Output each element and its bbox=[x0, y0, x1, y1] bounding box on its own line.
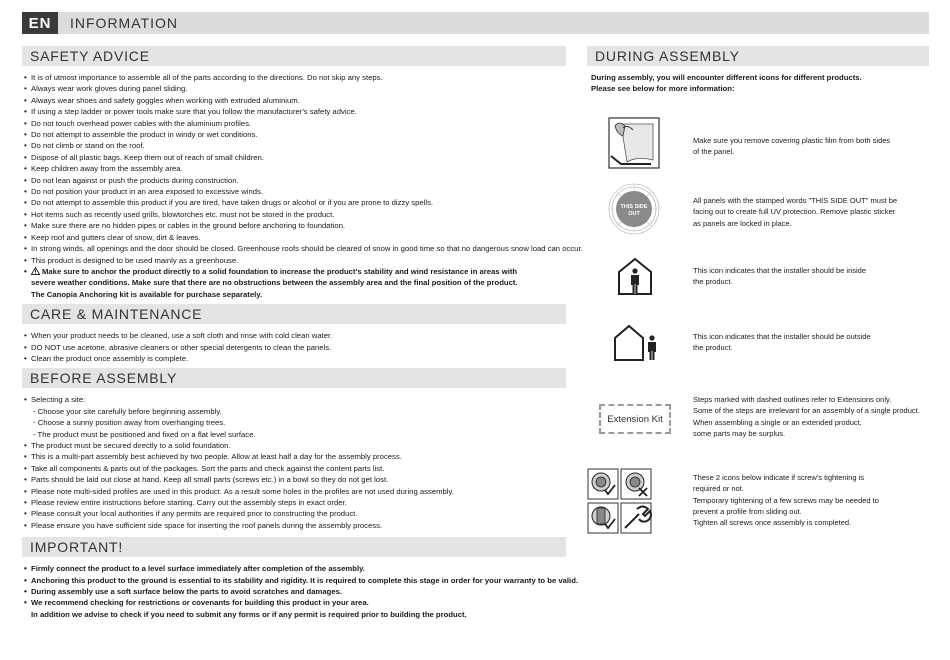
list-item: • Parts should be laid out close at hand. Keep all small parts (screws etc.) in a bowl so they do not get lost. bbox=[24, 474, 566, 485]
description-line: This icon indicates that the installer should be outside bbox=[693, 332, 871, 341]
icon-description bbox=[693, 265, 929, 288]
description-line: When assembling a single or an extended product, bbox=[693, 417, 862, 427]
screw-tightening-icons bbox=[587, 468, 653, 534]
icon-description bbox=[693, 331, 929, 354]
list-item: • Please consult your local authorities if any permits are required prior to constructing the product. bbox=[24, 508, 566, 519]
sticker-text-line-1: THIS SIDE bbox=[620, 204, 648, 210]
description-line: required or not. bbox=[693, 484, 744, 494]
description-line: Make sure you remove covering plastic film from both sides bbox=[693, 136, 891, 145]
right-column bbox=[587, 46, 929, 646]
list-item: • Please ensure you have sufficient side space for inserting the roof panels during the assembly process. bbox=[24, 520, 566, 531]
list-item: • We recommend checking for restrictions or covenants for building this product in your area. bbox=[24, 597, 566, 608]
description-line: Some of the steps are irrelevant for an assembly of a single product. bbox=[693, 406, 920, 416]
header-bar bbox=[22, 12, 929, 34]
before-list bbox=[22, 394, 566, 531]
sub-item: - The product must be positioned and fixed on a flat level surface. bbox=[33, 429, 256, 439]
page-title: INFORMATION bbox=[70, 15, 178, 31]
list-item: • Clean the product once assembly is complete. bbox=[24, 353, 566, 364]
description-line: Steps marked with dashed outlines refer to Extensions only. bbox=[693, 395, 892, 404]
list-item: • Always wear work gloves during panel sliding. bbox=[24, 83, 566, 94]
care-list bbox=[22, 330, 566, 364]
description-line: These 2 icons below indicate if screw's tightening is bbox=[693, 473, 865, 482]
installer-inside-icon bbox=[615, 256, 655, 296]
description-line: facing out to create full UV protection. Remove plastic sticker bbox=[693, 207, 896, 217]
section-heading-before: BEFORE ASSEMBLY bbox=[22, 368, 566, 388]
list-item: • Selecting a site: bbox=[24, 394, 566, 405]
list-item: • Take all components & parts out of the packages. Sort the parts and check against the content parts list. bbox=[24, 463, 566, 474]
list-item: • Do not lean against or push the products during construction. bbox=[24, 175, 566, 186]
list-item: • Please note multi-sided profiles are used in this product. As a result some holes in the profiles are not used during assembly. bbox=[24, 486, 566, 497]
wrench-icon bbox=[621, 503, 651, 533]
description-line: the product. bbox=[693, 277, 733, 287]
warning-line-1: Make sure to anchor the product directly to a solid foundation to increase the product's stability and wind resistance in areas with bbox=[42, 266, 518, 276]
list-item: • Firmly connect the product to a level surface immediately after completion of the assembly. bbox=[24, 563, 566, 574]
description-line: This icon indicates that the installer should be inside bbox=[693, 266, 867, 275]
list-item: • This is a multi-part assembly best achieved by two people. Allow at least half a day for the assembly process. bbox=[24, 451, 566, 462]
this-side-out-sticker-icon bbox=[607, 182, 661, 236]
icon-description bbox=[693, 472, 929, 528]
list-item: • Please review entire instructions before starting. Carry out the assembly steps in exact order. bbox=[24, 497, 566, 508]
during-intro bbox=[591, 72, 929, 94]
sub-item: - Choose a sunny position away from overhanging trees. bbox=[33, 418, 226, 428]
list-item: • During assembly use a soft surface below the parts to avoid scratches and damages. bbox=[24, 586, 566, 597]
list-item: • If using a step ladder or power tools make sure that you follow the manufacturer's safety advice. bbox=[24, 106, 566, 117]
list-item: • Make sure there are no hidden pipes or cables in the ground before anchoring to foundation. bbox=[24, 220, 566, 231]
description-line: prevent a profile from sliding out. bbox=[693, 506, 802, 516]
warning-line-3: The Canopia Anchoring kit is available for purchase separately. bbox=[31, 289, 263, 299]
icon-description bbox=[693, 394, 929, 439]
intro-line-2: Please see below for more information: bbox=[591, 84, 735, 93]
section-heading-care: CARE & MAINTENANCE bbox=[22, 304, 566, 324]
icon-description bbox=[693, 195, 929, 229]
list-item: • Dispose of all plastic bags. Keep them out of reach of small children. bbox=[24, 152, 566, 163]
list-item-continuation: In addition we advise to check if you need to submit any forms or if any permit is required prior to building the product. bbox=[31, 609, 467, 619]
list-item: • Do not attempt to assemble the product in windy or wet conditions. bbox=[24, 129, 566, 140]
left-column bbox=[22, 46, 583, 620]
peel-film-icon bbox=[607, 116, 661, 170]
section-heading-during: DURING ASSEMBLY bbox=[587, 46, 929, 66]
list-item: • DO NOT use acetone, abrasive cleaners or other special detergents to clean the panels. bbox=[24, 342, 566, 353]
list-item: • Do not attempt to assemble this product if you are tired, have taken drugs or alcohol or if you are prone to dizzy spells. bbox=[24, 197, 566, 208]
description-line: Tighten all screws once assembly is completed. bbox=[693, 518, 852, 528]
list-item: • It is of utmost importance to assemble all of the parts according to the directions. Do not skip any steps. bbox=[24, 72, 566, 83]
list-item: • Do not position your product in an area exposed to excessive winds. bbox=[24, 186, 566, 197]
language-badge: EN bbox=[22, 12, 58, 34]
screw-driver-tighten-icon bbox=[588, 503, 618, 533]
list-item: • Anchoring this product to the ground is essential to its stability and rigidity. It is required to complete this stage in order for your warranty to be valid. bbox=[24, 575, 566, 586]
warning-line-2: severe weather conditions. Make sure that there are no obstructions between the assembly area and the final position of the product. bbox=[31, 278, 518, 288]
description-line: All panels with the stamped words "THIS SIDE OUT" must be bbox=[693, 196, 898, 205]
list-item: • The product must be secured directly to a solid foundation. bbox=[24, 440, 566, 451]
description-line: of the panel. bbox=[693, 147, 735, 157]
description-line: Temporary tightening of a few screws may be needed to bbox=[693, 495, 879, 505]
description-line: the product. bbox=[693, 343, 733, 353]
sub-item: - Choose your site carefully before beginning assembly. bbox=[33, 406, 222, 416]
intro-line-1: During assembly, you will encounter different icons for different products. bbox=[591, 73, 862, 82]
description-line: as panels are locked in place. bbox=[693, 218, 792, 228]
list-item: • Always wear shoes and safety goggles when working with extruded aluminium. bbox=[24, 95, 566, 106]
list-item: • Keep children away from the assembly area. bbox=[24, 163, 566, 174]
list-item: • Hot items such as recently used grills, blowtorches etc. must not be stored in the product. bbox=[24, 209, 566, 220]
screw-tighten-not-required-icon bbox=[621, 469, 651, 499]
icon-description bbox=[693, 135, 929, 158]
warning-triangle-icon bbox=[31, 267, 40, 275]
warning-item bbox=[24, 266, 566, 277]
safety-list bbox=[22, 72, 583, 300]
screw-tighten-required-icon bbox=[588, 469, 618, 499]
list-item: • In strong winds, all openings and the door should be closed. Greenhouse roofs should be cleared of snow in good time so that no dangerous snow load can occur. bbox=[24, 243, 566, 254]
sticker-text-line-2: OUT bbox=[628, 211, 640, 217]
installer-outside-icon bbox=[611, 322, 661, 362]
list-item: • Keep roof and gutters clear of snow, dirt & leaves. bbox=[24, 232, 566, 243]
extension-kit-icon: Extension Kit bbox=[599, 404, 671, 434]
list-item: • Do not climb or stand on the roof. bbox=[24, 140, 566, 151]
section-heading-safety: SAFETY ADVICE bbox=[22, 46, 566, 66]
list-item: • This product is designed to be used mainly as a greenhouse. bbox=[24, 255, 566, 266]
list-item: • When your product needs to be cleaned, use a soft cloth and rinse with cold clean water. bbox=[24, 330, 566, 341]
description-line: some parts may be surplus. bbox=[693, 428, 786, 438]
list-item: • Do not touch overhead power cables with the aluminium profiles. bbox=[24, 118, 566, 129]
important-list bbox=[22, 563, 579, 620]
section-heading-important: IMPORTANT! bbox=[22, 537, 566, 557]
